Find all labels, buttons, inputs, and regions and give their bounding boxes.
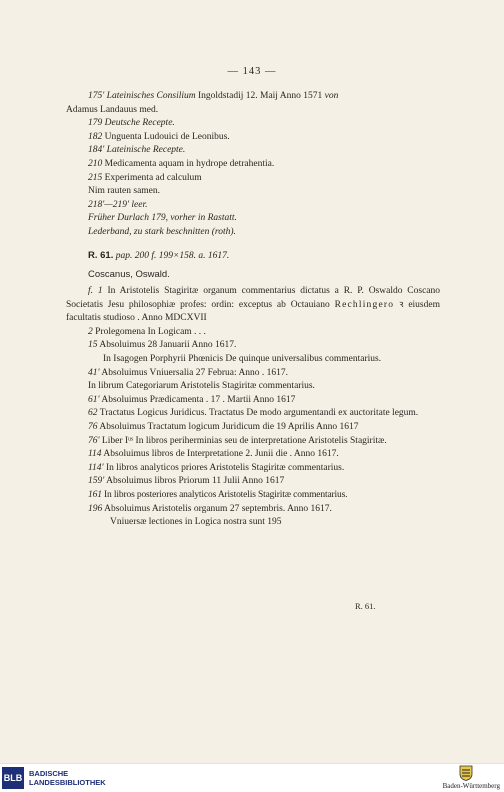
entry-114	[66, 448, 440, 462]
entry-text: Absoluimus Tractatum logicum Juridicum die 19 Aprilis Anno 1617	[99, 421, 359, 432]
folio: 179	[88, 118, 103, 129]
folio: 2	[88, 326, 93, 337]
entry-text: In libros analyticos priores Aristotelis Stagiritæ commentarius.	[105, 462, 345, 473]
former-location: Früher Durlach 179, vorher in Rastatt.	[88, 213, 237, 224]
entry-175-cont: Adamus Landauus med.	[66, 104, 159, 115]
folio: 114	[88, 449, 102, 460]
entry-62	[66, 407, 440, 421]
entry-von: von	[324, 91, 339, 101]
folio: 184'	[88, 145, 105, 156]
coat-of-arms-icon	[459, 765, 473, 781]
library-name[interactable]	[29, 769, 106, 787]
shelfmark: R. 61.	[88, 250, 114, 261]
entry-text: Medicamenta aquam in hydrope detrahentia.	[104, 158, 275, 169]
footer-bar	[0, 763, 504, 792]
previous-manuscript-entries	[66, 90, 440, 240]
entry-text: Absoluimus Aristotelis organum 27 septembris. Anno 1617.	[104, 503, 332, 514]
entry-76	[66, 421, 440, 435]
folio: 62	[88, 408, 98, 419]
entry-2	[66, 326, 440, 340]
folio: 76	[88, 421, 98, 432]
entry-text: Absoluimus libros Priorum 11 Julii Anno 1617	[106, 476, 285, 487]
author-name: Coscanus, Oswald.	[88, 268, 170, 280]
folio: 41'	[88, 367, 100, 378]
entry-text: ꝛ eiusdem facultatis studioso . Anno MDCXVII	[66, 299, 440, 324]
entry-title: Lateinische Recepte.	[106, 145, 186, 156]
entry-text: Absoluimus 28 Januarii Anno 1617.	[99, 340, 237, 351]
folio: f. 1	[88, 286, 103, 296]
entry-text: Absoluimus libros de Interpretatione 2. Junii die . Anno 1617.	[103, 449, 339, 460]
entry-215-cont: Nim rauten samen.	[88, 186, 161, 197]
entry-f1	[66, 285, 440, 326]
folio: 210	[88, 158, 103, 169]
binding-note: Lederband, zu stark beschnitten (roth).	[88, 226, 236, 237]
entry-215	[66, 172, 440, 186]
blb-logo[interactable]: BLB	[2, 767, 24, 789]
entry-text: Unguenta Ludouici de Leonibus.	[104, 131, 230, 142]
bottom-signature: R. 61.	[355, 601, 376, 611]
entry-title: Deutsche Recepte.	[104, 118, 175, 129]
entry-61	[66, 394, 440, 408]
manuscript-description	[66, 249, 440, 264]
entry-text: Experimenta ad calculum	[104, 172, 202, 183]
entry-184	[66, 144, 440, 158]
folio: 182	[88, 131, 103, 142]
entry-210	[66, 158, 440, 172]
entry-182	[66, 131, 440, 145]
folio: 196	[88, 503, 103, 514]
entry-text: Absoluimus Prædicamenta . 17 . Martii Anno 1617	[101, 394, 296, 405]
state-name[interactable]: Baden-Württemberg	[442, 782, 500, 790]
physical-description: pap. 200 f. 199×158. a. 1617.	[115, 251, 230, 261]
entry-41	[66, 367, 440, 381]
folio: 175'	[88, 91, 105, 101]
page-number: — 143 —	[227, 66, 277, 77]
entry-175	[66, 90, 440, 104]
entry-161	[66, 489, 440, 503]
entry-179	[66, 117, 440, 131]
folio: 114'	[88, 462, 104, 473]
folio: 215	[88, 172, 103, 183]
folio: 76'	[88, 435, 100, 446]
entry-text: In Aristotelis Stagiritæ organum commentarius dictatus a R. P. Oswaldo Coscano Societatis Jesu philosophiæ profes: ordin: exceptus ab Octauiano	[66, 286, 441, 310]
folio: 159'	[88, 476, 105, 487]
entry-text: Ingoldstadij 12. Maij Anno 1571	[197, 91, 323, 101]
manuscript-header	[66, 249, 440, 281]
entry-76b	[66, 435, 440, 449]
entry-15	[66, 339, 440, 353]
entry-text: Absoluimus Vniuersalia 27 Februa: Anno . 1617.	[101, 367, 289, 378]
entry-text: Liber Iᵘˢ In libros periherminias seu de interpretatione Aristotelis Stagiritæ.	[101, 435, 387, 446]
scribe-name: Rechlingero	[334, 299, 395, 310]
entry-text: Prolegomena In Logicam . . .	[95, 326, 206, 337]
entry-41-sub: In librum Categoriarum Aristotelis Stagiritæ commentarius.	[88, 381, 315, 392]
entry-15-sub: In Isagogen Porphyrii Phœnicis De quinque universalibus commentarius.	[103, 353, 382, 364]
folio: 15	[88, 340, 98, 351]
manuscript-entries	[66, 285, 440, 530]
folio: 61'	[88, 394, 100, 405]
entry-114b	[66, 462, 440, 476]
entry-218: 218'—219' leer.	[88, 199, 148, 210]
library-name-line1: BADISCHE	[29, 769, 69, 778]
folio: 161	[88, 489, 102, 500]
library-name-line2: LANDESBIBLIOTHEK	[29, 778, 106, 787]
entry-159	[66, 475, 440, 489]
entry-text: In libros posteriores analyticos Aristotelis Stagiritæ commentarius.	[104, 489, 348, 500]
entry-196	[66, 503, 440, 517]
entry-196-sub: Vniuersæ lectiones in Logica nostra sunt 195	[110, 517, 282, 528]
entry-title: Lateinisches Consilium	[106, 91, 196, 101]
entry-text: Tractatus Logicus Juridicus. Tractatus De modo argumentandi ex auctoritate legum.	[99, 408, 419, 419]
